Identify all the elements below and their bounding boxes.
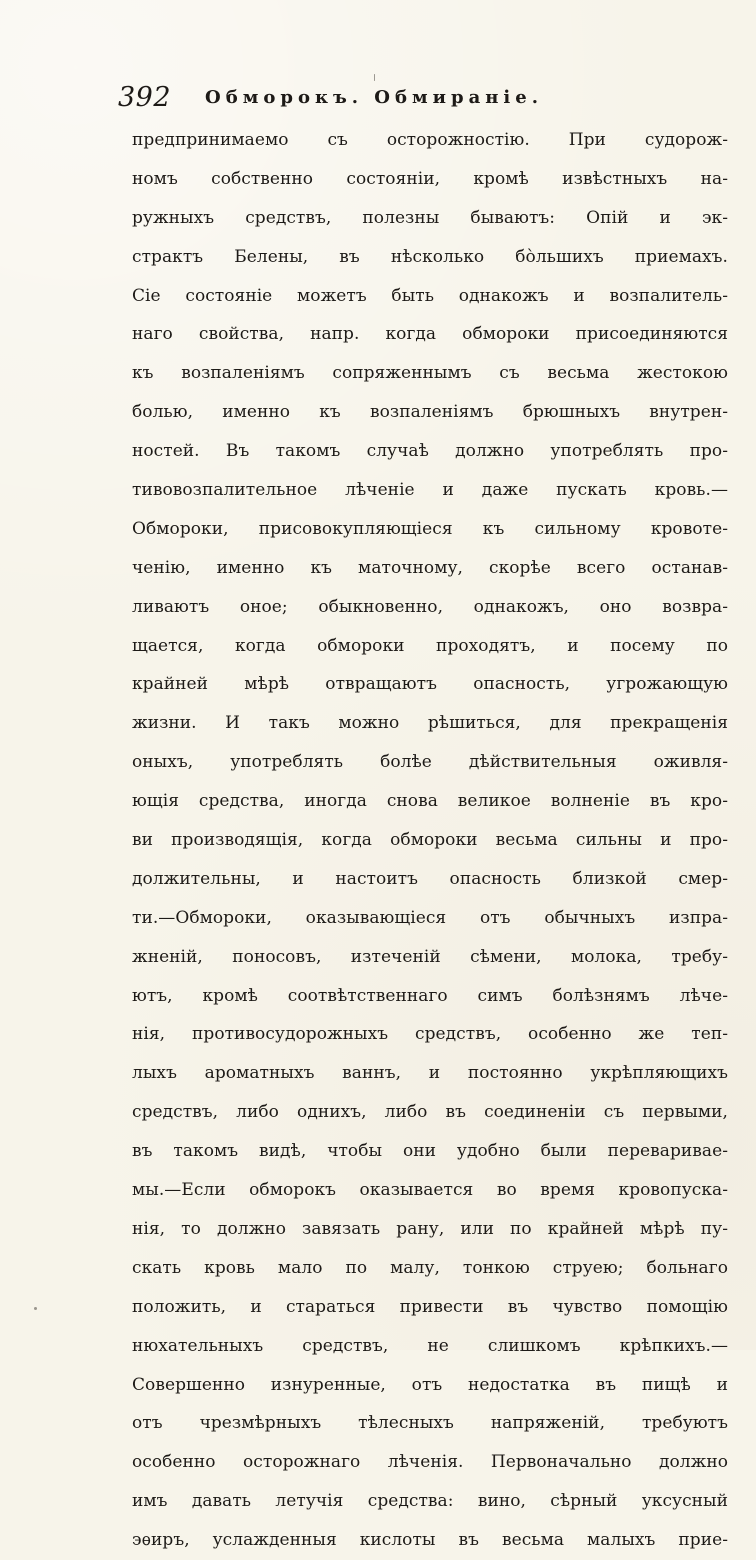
text-line: ютъ, кромѣ соотвѣтственнаго симъ болѣзнямъ лѣче- bbox=[132, 985, 728, 1006]
text-line: скать кровь мало по малу, тонкою струею; больнаго bbox=[132, 1257, 728, 1278]
text-line: номъ собственно состоянiи, кромѣ извѣстныхъ на- bbox=[132, 168, 728, 189]
text-line: нiя, то должно завязать рану, или по крайней мѣрѣ пу- bbox=[132, 1218, 728, 1239]
text-line: страктъ Белены, въ нѣсколько бо̀льшихъ приемахъ. bbox=[132, 246, 728, 267]
text-line: ностей. Въ такомъ случаѣ должно употреблять про- bbox=[132, 441, 728, 462]
text-line: въ такомъ видѣ, чтобы они удобно были перевариваe- bbox=[132, 1141, 728, 1162]
text-line: средствъ, либо однихъ, либо въ соединенiи съ первыми, bbox=[132, 1102, 728, 1123]
text-line: Совершенно изнуренные, отъ недостатка въ пищѣ и bbox=[132, 1374, 728, 1395]
paper-speck bbox=[34, 1307, 37, 1310]
text-line: предпринимаемо съ осторожностiю. При судорож- bbox=[132, 130, 728, 150]
text-line: лыхъ ароматныхъ ваннъ, и постоянно укрѣпляющихъ bbox=[132, 1063, 728, 1084]
text-line: положить, и стараться привести въ чувство помощiю bbox=[132, 1296, 728, 1317]
text-line: особенно осторожнаго лѣченiя. Первоначально должно bbox=[132, 1452, 728, 1473]
text-line: крайней мѣрѣ отвращаютъ опасность, угрожающую bbox=[132, 674, 728, 695]
text-line: ченiю, именно къ маточному, скорѣе всего останав- bbox=[132, 557, 728, 578]
text-line: отъ чрезмѣрныхъ тѣлесныхъ напряженiй, требуютъ bbox=[132, 1413, 728, 1434]
text-line: болью, именно къ возпаленiямъ брюшныхъ внутрен- bbox=[132, 402, 728, 423]
text-line: ружныхъ средствъ, полезны бываютъ: Опiй и эк- bbox=[132, 207, 728, 228]
text-line: эѳиръ, услажденныя кислоты въ весьма малыхъ прие- bbox=[132, 1530, 728, 1551]
running-title: Обморокъ. Обмиранiе. bbox=[205, 86, 543, 108]
text-line: мы.—Если обморокъ оказывается во время кровопуска- bbox=[132, 1180, 728, 1201]
text-line: оныхъ, употреблять болѣе дѣйствительныя оживля- bbox=[132, 752, 728, 773]
page-number: 392 bbox=[118, 81, 172, 113]
text-line: ти.—Обмороки, оказывающiеся отъ обычныхъ изпра- bbox=[132, 907, 728, 928]
text-line: ющiя средства, иногда снова великое волненiе въ кро- bbox=[132, 791, 728, 812]
running-head bbox=[118, 80, 638, 114]
text-line: къ возпаленiямъ сопряженнымъ съ весьма жестокою bbox=[132, 363, 728, 384]
text-line: имъ давать летучiя средства: вино, сѣрный уксусный bbox=[132, 1491, 728, 1512]
body-text bbox=[132, 121, 728, 1560]
text-line: тивовозпалительное лѣченiе и даже пускать кровь.— bbox=[132, 480, 728, 501]
text-line: нiя, противосудорожныхъ средствъ, особенно же теп- bbox=[132, 1024, 728, 1045]
text-line: жненiй, поносовъ, изтеченiй сѣмени, молока, требу- bbox=[132, 946, 728, 967]
text-line: наго свойства, напр. когда обмороки присоединяются bbox=[132, 324, 728, 345]
text-line: Сiе состоянiе можетъ быть однакожъ и возпалитель- bbox=[132, 285, 728, 306]
text-line: должительны, и настоитъ опасность близкой смер- bbox=[132, 868, 728, 889]
paper-speck bbox=[374, 74, 375, 81]
text-line: Обмороки, присовокупляющiеся къ сильному кровоте- bbox=[132, 518, 728, 539]
text-line: ви производящiя, когда обмороки весьма сильны и про- bbox=[132, 830, 728, 851]
text-line: жизни. И такъ можно рѣшиться, для прекращенiя bbox=[132, 713, 728, 734]
text-line: ливаютъ оное; обыкновенно, однакожъ, оно возвра- bbox=[132, 596, 728, 617]
text-line: нюхательныхъ средствъ, не слишкомъ крѣпкихъ.— bbox=[132, 1335, 728, 1356]
text-line: щается, когда обмороки проходятъ, и посему по bbox=[132, 635, 728, 656]
